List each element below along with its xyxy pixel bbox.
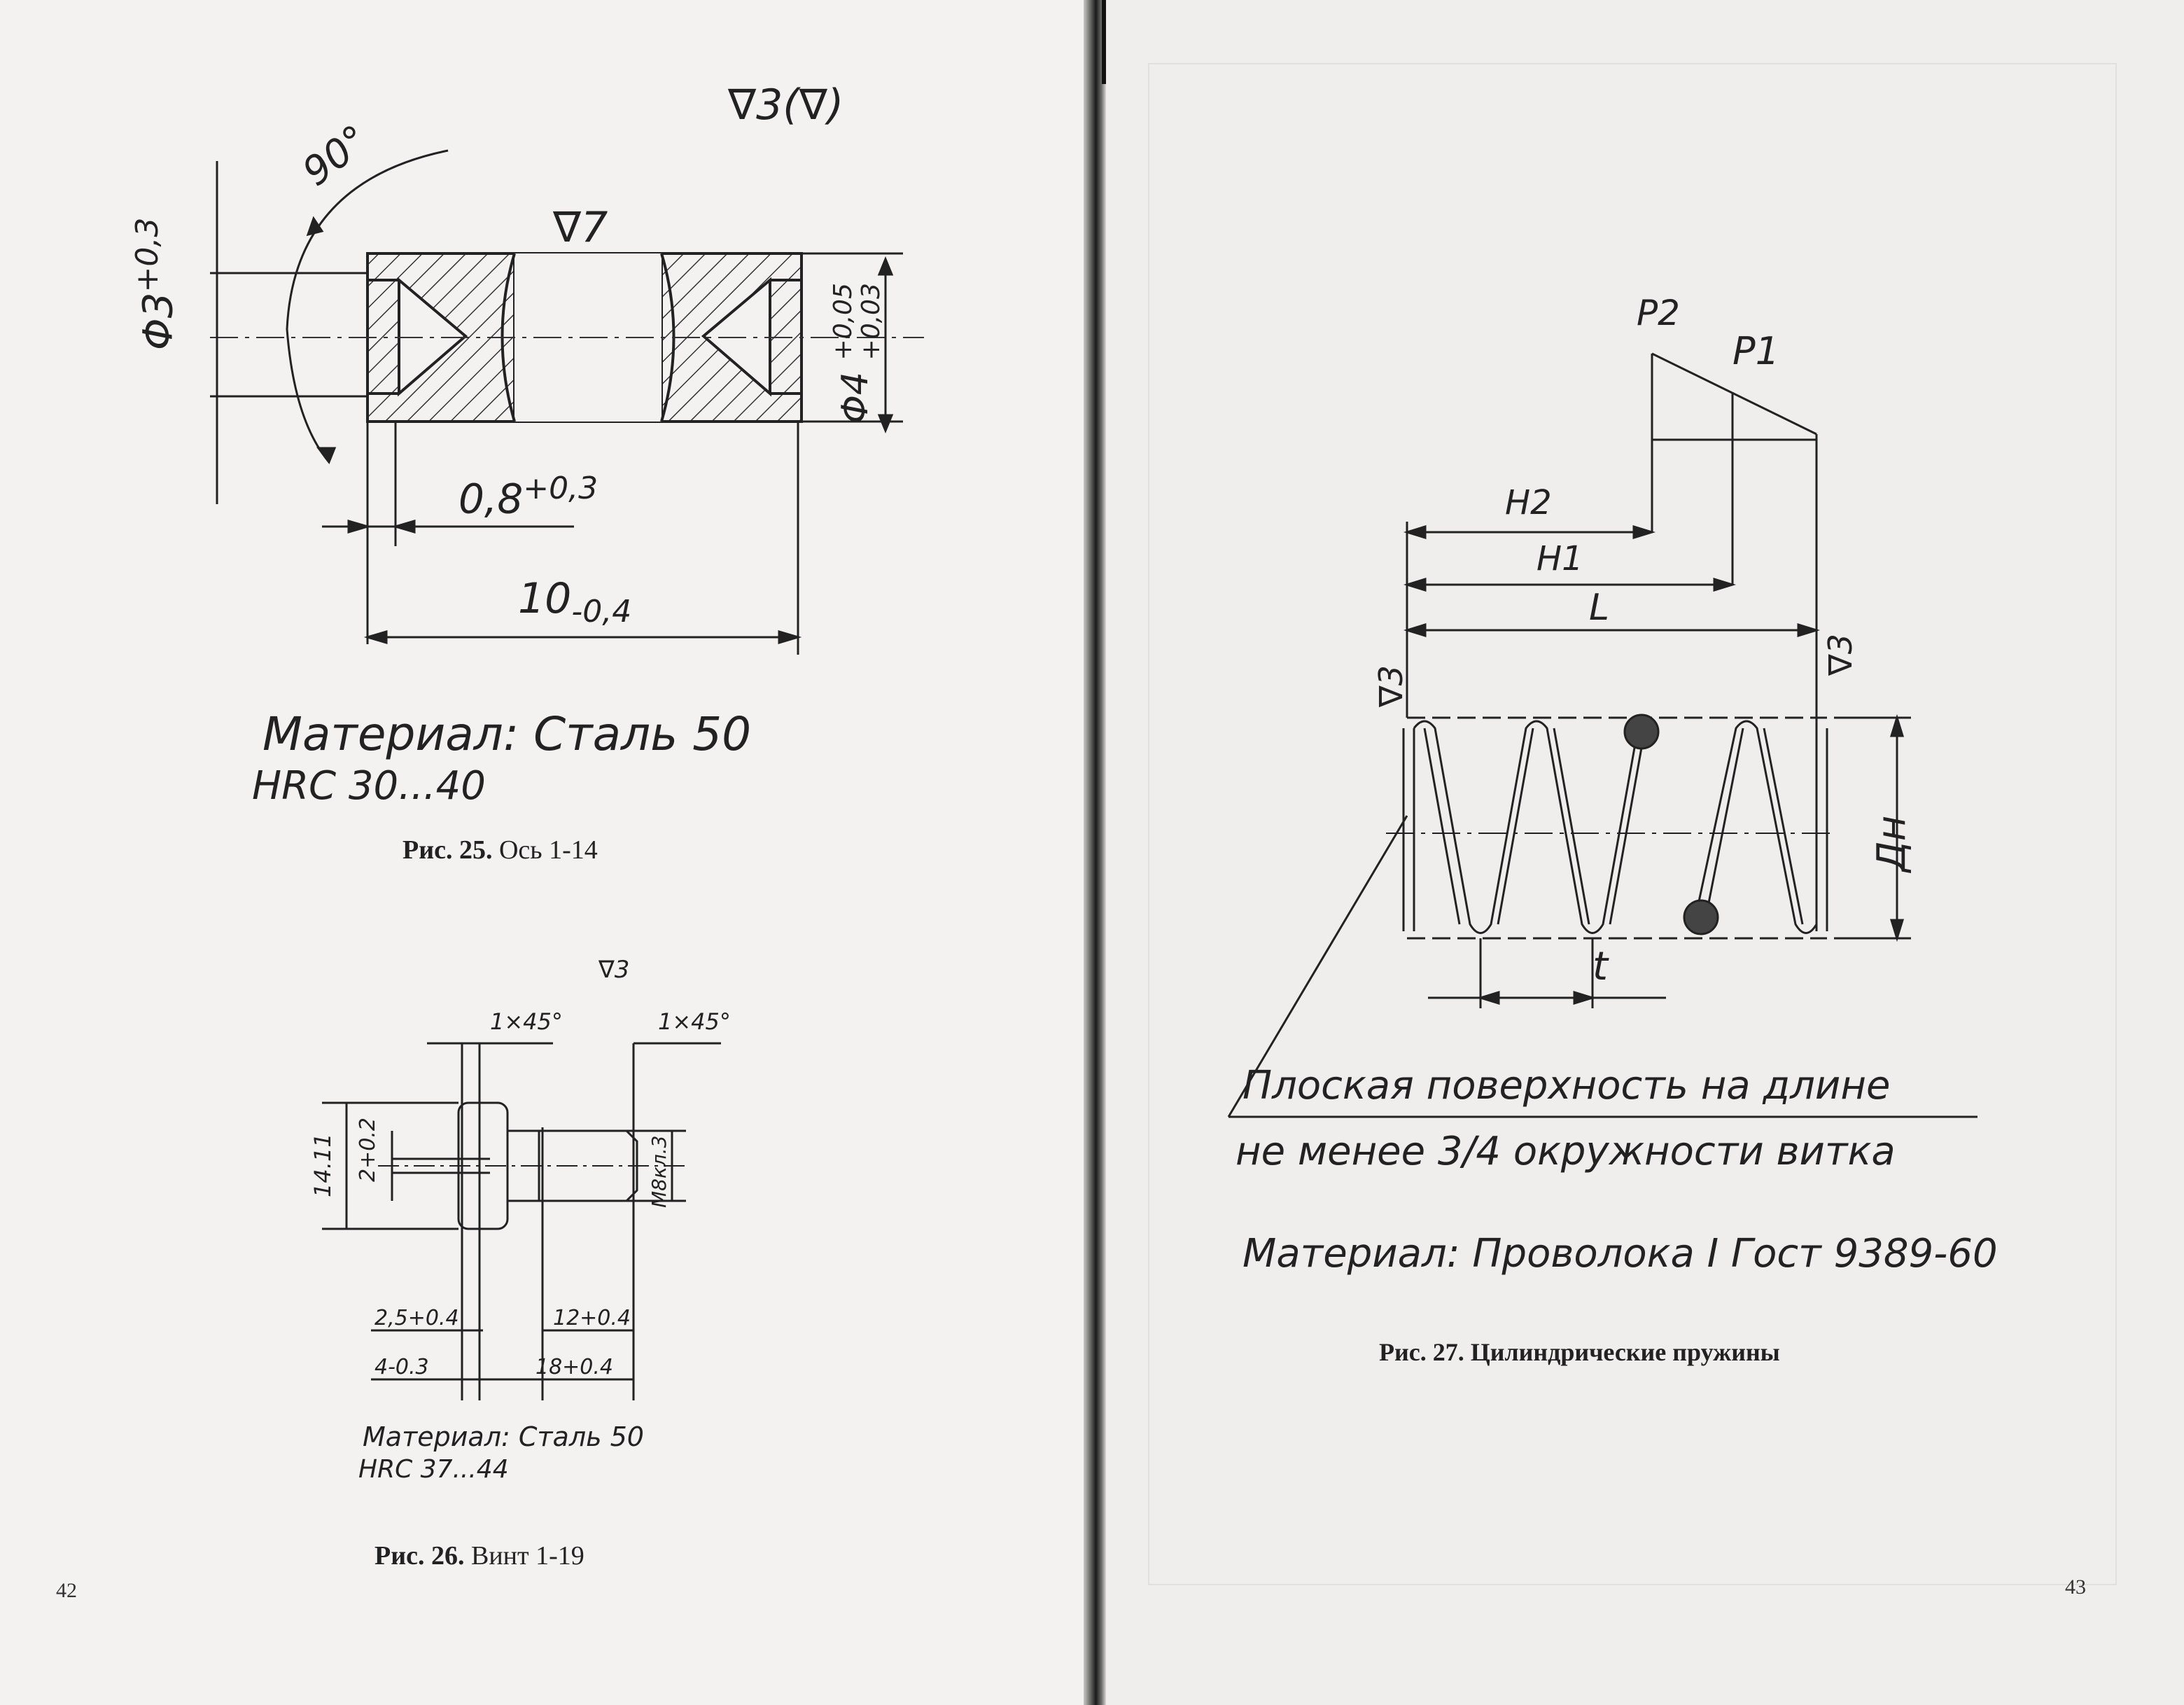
fig26-dim-1411: 14.11 bbox=[309, 1133, 336, 1197]
fig25-material-line2: HRC 30...40 bbox=[252, 763, 486, 809]
left-page bbox=[0, 0, 1084, 1705]
fig26-drawing bbox=[0, 966, 1084, 1456]
fig25-dim-08-tol: +0,3 bbox=[523, 471, 598, 506]
fig25-surface-mark-bore: ∇7 bbox=[553, 203, 608, 252]
fig27-dn: Дн bbox=[1869, 815, 1914, 872]
fig26-caption bbox=[374, 1540, 584, 1571]
fig25-dim-08-value: 0,8 bbox=[458, 475, 524, 523]
fig25-dim-08 bbox=[458, 471, 598, 522]
fig27-h2: H2 bbox=[1505, 483, 1552, 522]
fig26-dim-4: 4-0.3 bbox=[374, 1355, 429, 1379]
fig27-p1: P1 bbox=[1732, 329, 1779, 373]
fig26-dim-18: 18+0.4 bbox=[536, 1355, 614, 1379]
fig27-t: t bbox=[1592, 944, 1608, 989]
fig27-l: L bbox=[1589, 587, 1609, 629]
fig26-caption-num: Рис. 26. bbox=[374, 1541, 465, 1571]
fig25-dim-d4-value: Φ4 bbox=[834, 371, 876, 424]
book-spine bbox=[1084, 0, 1106, 1705]
fig26-caption-text: Винт 1-19 bbox=[470, 1541, 584, 1571]
fig25-dim-d4 bbox=[830, 283, 886, 424]
fig26-material-line2: HRC 37...44 bbox=[358, 1455, 509, 1484]
fig27-surface-left: ∇3 bbox=[1372, 664, 1410, 707]
fig25-dim-d3-tol: +0,3 bbox=[130, 217, 165, 293]
fig26-chamfer-left: 1×45° bbox=[490, 1008, 563, 1035]
fig27-note-line2: не менее 3/4 окружности витка bbox=[1236, 1129, 1896, 1174]
fig25-angle: 90° bbox=[294, 116, 377, 195]
left-page-number: 42 bbox=[56, 1579, 77, 1602]
fig25-dim-d3-value: Φ3 bbox=[134, 292, 182, 350]
fig27-caption bbox=[1379, 1337, 1780, 1367]
fig25-dim-d3 bbox=[130, 218, 181, 350]
fig25-surface-mark-main: ∇3(∇) bbox=[728, 81, 844, 130]
fig26-thread: M8кл.3 bbox=[648, 1135, 671, 1208]
fig25-dim-10 bbox=[518, 574, 631, 629]
fig26-dim-2: 2+0.2 bbox=[356, 1118, 380, 1182]
fig25-dim-10-value: 10 bbox=[518, 574, 572, 623]
fig27-material: Материал: Проволока I Гост 9389-60 bbox=[1242, 1231, 1998, 1276]
fig25-caption-num: Рис. 25. bbox=[402, 835, 493, 865]
fig26-chamfer-right: 1×45° bbox=[658, 1008, 731, 1035]
fig25-dim-d4-tol-upper: +0,05 bbox=[829, 283, 858, 361]
fig27-caption-text: Цилиндрические пружины bbox=[1470, 1338, 1780, 1366]
fig27-caption-num: Рис. 27. bbox=[1379, 1338, 1464, 1366]
fig26-surface-mark: ∇3 bbox=[598, 956, 630, 984]
fig27-note-line1: Плоская поверхность на длине bbox=[1242, 1063, 1891, 1108]
fig25-material-line1: Материал: Сталь 50 bbox=[262, 707, 752, 761]
fig27-p2: P2 bbox=[1637, 293, 1680, 333]
fig26-dim-12: 12+0.4 bbox=[553, 1306, 631, 1330]
right-page bbox=[1106, 0, 2184, 1705]
right-page-number: 43 bbox=[2065, 1575, 2086, 1599]
fig27-h1: H1 bbox=[1536, 539, 1583, 578]
fig25-dim-d4-tol-lower: +0,03 bbox=[857, 283, 886, 361]
fig27-drawing bbox=[1106, 0, 2184, 1190]
fig26-material-line1: Материал: Сталь 50 bbox=[363, 1421, 644, 1452]
fig25-caption-text: Ось 1-14 bbox=[498, 835, 598, 865]
fig27-surface-right: ∇3 bbox=[1821, 633, 1859, 676]
fig26-dim-25: 2,5+0.4 bbox=[374, 1306, 459, 1330]
fig25-dim-10-tol: -0,4 bbox=[571, 594, 632, 629]
fig25-caption bbox=[402, 835, 598, 865]
